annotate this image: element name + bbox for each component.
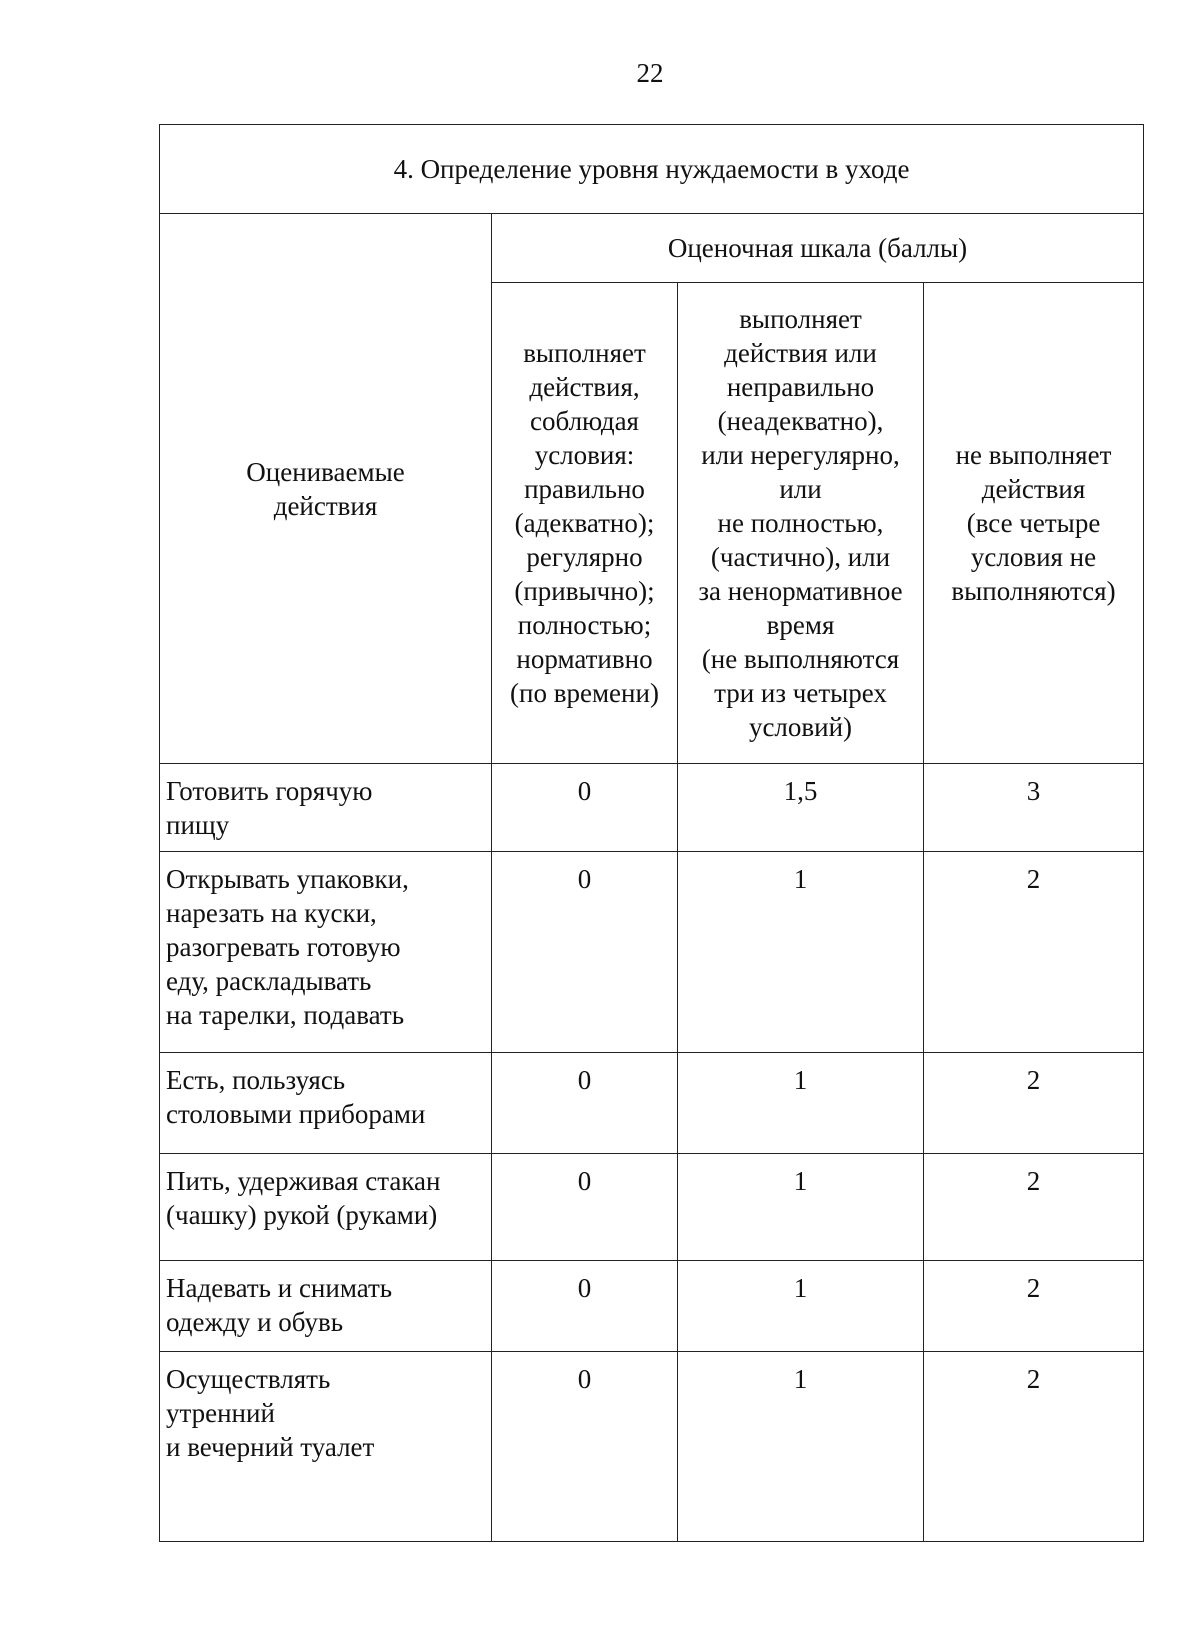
score-cell: 0 [492, 1260, 678, 1351]
action-cell: Есть, пользуясь столовыми приборами [160, 1052, 492, 1153]
score-cell: 2 [924, 852, 1144, 1052]
action-cell: Открывать упаковки, нарезать на куски, разогревать готовую еду, раскладывать на тарелки, подавать [160, 852, 492, 1052]
scale-header: Оценочная шкала (баллы) [492, 214, 1144, 283]
criteria-header-none: не выполняет действия (все четыре условия не выполняются) [924, 283, 1144, 764]
score-cell: 2 [924, 1153, 1144, 1260]
score-cell: 1 [678, 1260, 924, 1351]
page-number: 22 [636, 58, 664, 88]
scale-header-row [160, 214, 1144, 283]
score-cell: 1 [678, 1351, 924, 1541]
actions-column-header: Оцениваемые действия [160, 214, 492, 764]
care-needs-table [159, 124, 1144, 1542]
score-cell: 1 [678, 1153, 924, 1260]
table-row [160, 764, 1144, 852]
table-row [160, 852, 1144, 1052]
score-cell: 0 [492, 1351, 678, 1541]
table-row [160, 1260, 1144, 1351]
section-title-row [160, 125, 1144, 214]
section-title: 4. Определение уровня нуждаемости в уходе [160, 125, 1144, 214]
score-cell: 1,5 [678, 764, 924, 852]
criteria-header-partial: выполняет действия или неправильно (неадекватно), или нерегулярно, или не полностью, (частично), или за ненормативное время (не выполняются три из четырех условий) [678, 283, 924, 764]
table-row [160, 1052, 1144, 1153]
score-cell: 0 [492, 1153, 678, 1260]
score-cell: 0 [492, 852, 678, 1052]
score-cell: 1 [678, 852, 924, 1052]
score-cell: 3 [924, 764, 1144, 852]
action-cell: Надевать и снимать одежду и обувь [160, 1260, 492, 1351]
table-row [160, 1153, 1144, 1260]
score-cell: 0 [492, 764, 678, 852]
score-cell: 2 [924, 1351, 1144, 1541]
action-cell: Готовить горячую пищу [160, 764, 492, 852]
score-cell: 2 [924, 1260, 1144, 1351]
criteria-header-full: выполняет действия, соблюдая условия: правильно (адекватно); регулярно (привычно); полностью; нормативно (по времени) [492, 283, 678, 764]
score-cell: 1 [678, 1052, 924, 1153]
action-cell: Пить, удерживая стакан (чашку) рукой (руками) [160, 1153, 492, 1260]
table-row [160, 1351, 1144, 1541]
score-cell: 2 [924, 1052, 1144, 1153]
action-cell: Осуществлять утренний и вечерний туалет [160, 1351, 492, 1541]
score-cell: 0 [492, 1052, 678, 1153]
